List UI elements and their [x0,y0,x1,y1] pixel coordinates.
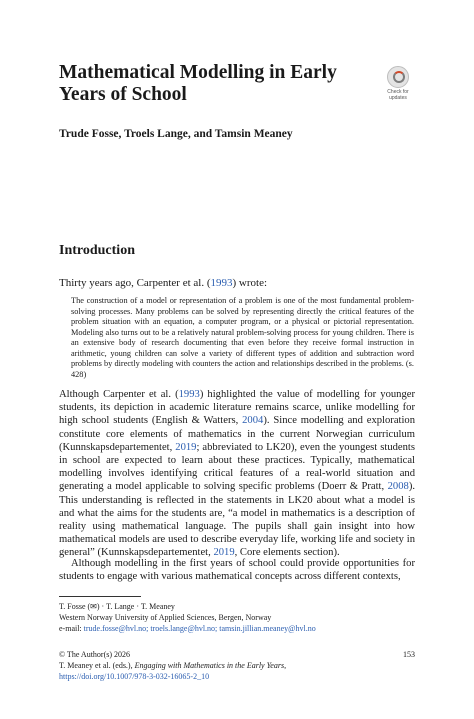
book-info [59,649,415,682]
check-for-updates-icon [387,66,409,88]
page-number: 153 [403,650,415,659]
footnote-affiliation: Western Norway University of Applied Sciences, Bergen, Norway [59,613,272,622]
book-title: Engaging with Mathematics in the Early Years [134,661,285,670]
citation-link[interactable]: 1993 [178,389,200,400]
block-quote: The construction of a model or representation of a problem is one of the most fundamental problem-solving processes. Many problems can be solved by representing directly the critical features of the problem situation with an equation, a computer program, or a physical or pictorial representation. Modeling also turns out to be a relatively natural problem-solving process for young children. There is an extensive body of research documenting that even before they receive formal instruction in arithmetic, young children can solve a variety of different types of addition and subtraction word problems by directly modeling with counters the action and relationships described in the problems. (s. 428) [71,296,414,379]
intro-lead-sentence [59,276,267,290]
footnote-email-line [59,623,415,634]
book-editors: T. Meaney et al. (eds.), [59,661,135,670]
chapter-title: Mathematical Modelling in Early Years of School [59,62,337,105]
p1-text: ; abbreviated to LK20), even the youngest students in school are expected to learn about these practices. Typically, mathematical modelling involves identifying critical features of a real-world situation and generating a model applicable to solving specific problems (Doerr & Pratt, [59,441,415,493]
doi-link[interactable]: https://doi.org/10.1007/978-3-032-16065-2_10 [59,672,210,681]
citation-link[interactable]: 2019 [175,441,197,453]
check-for-updates-label: Check for updates [387,89,409,101]
body-paragraph-1 [59,388,415,560]
email-label: e-mail: [59,624,84,633]
footnote-divider [59,596,141,597]
citation-link[interactable]: 2019 [213,547,235,559]
section-heading-introduction: Introduction [59,243,135,258]
chapter-authors: Trude Fosse, Troels Lange, and Tamsin Meaney [59,128,293,140]
citation-link[interactable]: 2004 [242,415,264,427]
body-paragraph-2: Although modelling in the first years of school could provide opportunities for students to engage with various mathematical concepts across different contexts, [59,558,415,583]
lead-text-start: Thirty years ago, Carpenter et al. ( [59,277,211,289]
p1-text: ) highlighted the value of modelling for younger students, its depiction in academic literature remains scarce, unlike modelling for high school students (English & Watters, [59,389,415,427]
citation-link[interactable]: 2008 [387,481,409,493]
p1-text: ). This understanding is reflected in the statements in LK20 about what a model is and what the aims for the students are, “a model in mathematics is a description of reality using mathematical language. The pupils shall gain insight into how mathematical models are used to describe everyday life, working life and society in general” (Kunnskapsdepartementet, [59,481,415,559]
author-footnote [59,601,415,634]
citation-link[interactable]: 1993 [210,277,233,289]
p1-text: ). Since modelling and exploration constitute core elements of mathematics in the current Norwegian curriculum (Kunnskapsdepartementet, [59,415,416,453]
footnote-authors: T. Fosse (✉) · T. Lange · T. Meaney [59,602,175,611]
book-title-comma: , [284,661,287,670]
check-for-updates-badge[interactable] [379,66,417,102]
p1-text: Although Carpenter et al. ( [59,389,179,400]
copyright-line: © The Author(s) 2026 [59,650,131,659]
email-links[interactable]: trude.fosse@hvl.no; troels.lange@hvl.no; tamsin.jillian.meaney@hvl.no [83,624,316,633]
book-citation-line [59,660,415,671]
lead-text-end: ) wrote: [232,277,268,289]
p1-text: , Core elements section). [234,547,340,559]
